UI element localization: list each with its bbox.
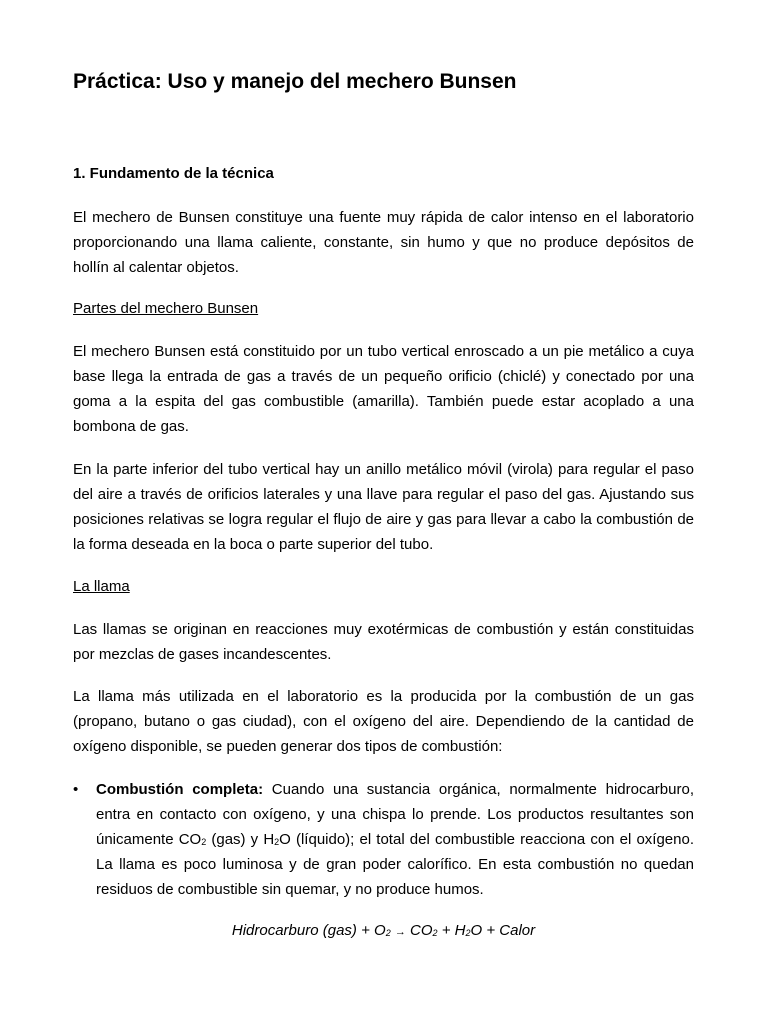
equation-sub2: 2 [432, 928, 438, 938]
bullet-label: Combustión completa: [96, 781, 264, 798]
h2o-subscript: 2 [274, 837, 280, 847]
paragraph-llama-2: La llama más utilizada en el laboratorio es la producida por la combustión de un gas (propano, butano o gas ciudad), con el oxígeno del aire. Dependiendo de la cantidad de oxígeno disponible, se pueden generar dos tipos de combustión: [73, 688, 694, 755]
paragraph-partes-1: El mechero Bunsen está constituido por un tubo vertical enroscado a un pie metálico a cuya base llega la entrada de gas a través de un pequeño orificio (chiclé) y conectado por una goma a la espita del gas combustible (amarilla). También puede estar acoplado a una bombona de gas. [73, 343, 694, 435]
bullet-text-c: O (líquido); el total del combustible reacciona con el oxígeno. La llama es poco luminosa y de gran poder calorífico. En esta combustión no quedan residuos de combustible sin quemar, y no produce humos. [96, 831, 695, 898]
document-title: Práctica: Uso y manejo del mechero Bunsen [73, 70, 517, 93]
equation-sub1: 2 [385, 928, 391, 938]
equation-part4: O + Calor [470, 922, 536, 939]
bullet-text-a: Cuando una sustancia orgánica, normalmente hidrocarburo, entra en contacto con oxígeno, y una chispa lo prende. Los productos resultantes son únicamente CO [96, 781, 694, 848]
combustion-equation [73, 921, 694, 942]
paragraph-llama-1: Las llamas se originan en reacciones muy exotérmicas de combustión y están constituidas por mezclas de gases incandescentes. [73, 621, 694, 663]
paragraph-partes-2: En la parte inferior del tubo vertical hay un anillo metálico móvil (virola) para regular el paso del aire a través de orificios laterales y una llave para regular el paso del gas. Ajustando sus posiciones relativas se logra regular el flujo de aire y gas para llevar a cabo la combustión de la forma deseada en la boca o parte superior del tubo. [73, 461, 694, 553]
bullet-text-b: (gas) y H [206, 831, 275, 848]
equation-part1: Hidrocarburo (gas) + O [231, 922, 386, 939]
equation-sub3: 2 [465, 928, 471, 938]
paragraph-intro: El mechero de Bunsen constituye una fuente muy rápida de calor intenso en el laboratorio proporcionando una llama caliente, constante, sin humo y que no produce depósitos de hollín al calentar objetos. [73, 209, 694, 276]
subheading-llama: La llama [73, 578, 130, 595]
co2-subscript: 2 [201, 837, 207, 847]
equation-part2: CO [410, 922, 433, 939]
section-heading-fundamento: 1. Fundamento de la técnica [73, 165, 274, 182]
subheading-partes: Partes del mechero Bunsen [73, 300, 259, 317]
bullet-text [96, 777, 694, 902]
reaction-arrow-icon: → [394, 926, 406, 938]
bullet-marker: • [73, 781, 79, 798]
equation-part3: + H [437, 922, 466, 939]
